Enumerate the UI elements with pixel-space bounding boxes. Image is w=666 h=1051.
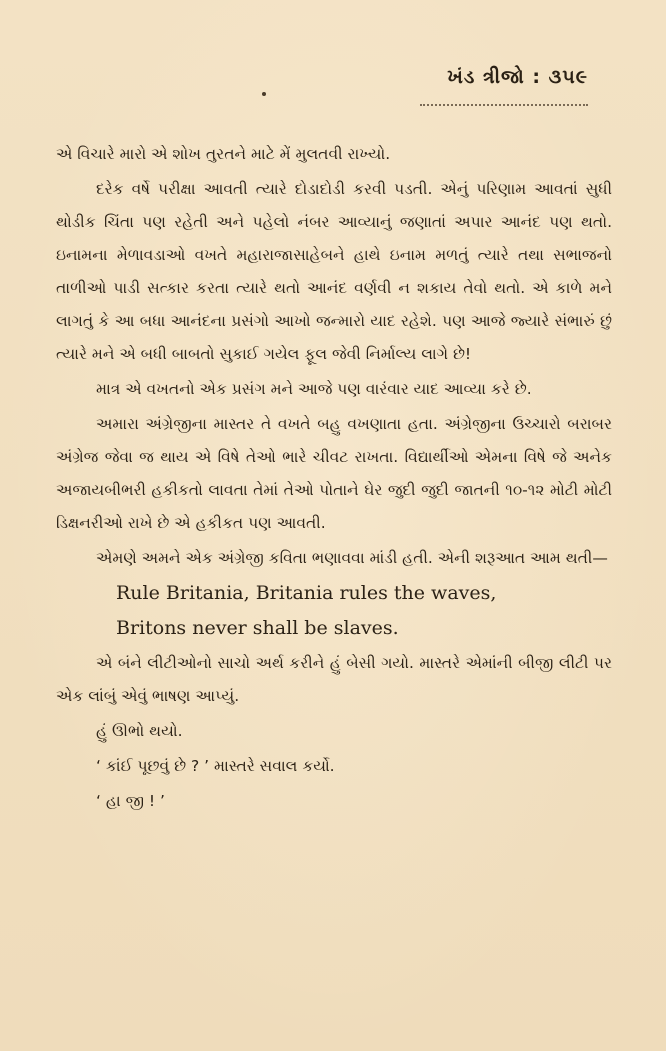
paragraph-5: એમણે અમને એક અંગ્રેજી કવિતા ભણાવવા માંડી હતી. એની શરૂઆત આમ થતી— — [96, 549, 608, 567]
header-underline — [420, 100, 588, 106]
paragraph-1: એ વિચારે મારો એ શોખ તુરતને માટે મેં મુલતવી રાખ્યો. — [56, 145, 391, 163]
verse-line-1: Rule Britania, Britania rules the waves, — [116, 582, 497, 604]
paragraph-9: ‘ હા જી ! ’ — [96, 792, 165, 810]
paragraph-6: એ બંને લીટીઓનો સાચો અર્થ કરીને હું બેસી ગયો. માસ્તરે એમાંની બીજી લીટી પર એક લાંબું એવું ભાષણ આપ્યું. — [56, 654, 612, 705]
page-body — [56, 138, 612, 818]
verse-line-2: Britons never shall be slaves. — [116, 617, 399, 639]
paragraph-4: અમારા અંગ્રેજીના માસ્તર તે વખતે બહુ વખણાતા હતા. અંગ્રેજીના ઉચ્ચારો બરાબર અંગ્રેજ જેવા જ થાય એ વિષે તેઓ ભારે ચીવટ રાખતા. વિદ્યાર્થીઓ એમના વિષે જે અનેક અજાયબીભરી હકીકતો લાવતા તેમાં તેઓ પોતાને ઘેર જુદી જુદી જાતની ૧૦-૧૨ મોટી મોટી ડિક્ષનરીઓ રાખે છે એ હકીકત પણ આવતી. — [56, 415, 612, 532]
paragraph-8: ‘ કાંઈ પૂછવું છે ? ’ માસ્તરે સવાલ કર્યો. — [96, 757, 335, 775]
paragraph-3: માત્ર એ વખતનો એક પ્રસંગ મને આજે પણ વારંવાર યાદ આવ્યા કરે છે. — [96, 380, 532, 398]
paragraph-2: દરેક વર્ષે પરીક્ષા આવતી ત્યારે દોડાદોડી કરવી પડતી. એનું પરિણામ આવતાં સુધી થોડીક ચિંતા પણ રહેતી અને પહેલો નંબર આવ્યાનું જણાતાં અપાર આનંદ પણ થતો. ઇનામના મેળાવડાઓ વખતે મહારાજાસાહેબને હાથે ઇનામ મળતું ત્યારે તથા સભાજનો તાળીઓ પાડી સત્કાર કરતા ત્યારે થતો આનંદ વર્ણવી ન શકાય તેવો થતો. એ કાળે મને લાગતું કે આ બધા આનંદના પ્રસંગો આખો જન્મારો યાદ રહેશે. પણ આજે જ્યારે સંભારું છું ત્યારે મને એ બધી બાબતો સુકાઈ ગયેલ ફૂલ જેવી નિર્માલ્ય લાગે છે! — [56, 180, 612, 363]
paragraph-7: હું ઊભો થયો. — [96, 722, 183, 740]
page-header: ખંડ ત્રીજો : ૩૫૯ — [447, 66, 588, 88]
print-mark — [262, 92, 266, 96]
